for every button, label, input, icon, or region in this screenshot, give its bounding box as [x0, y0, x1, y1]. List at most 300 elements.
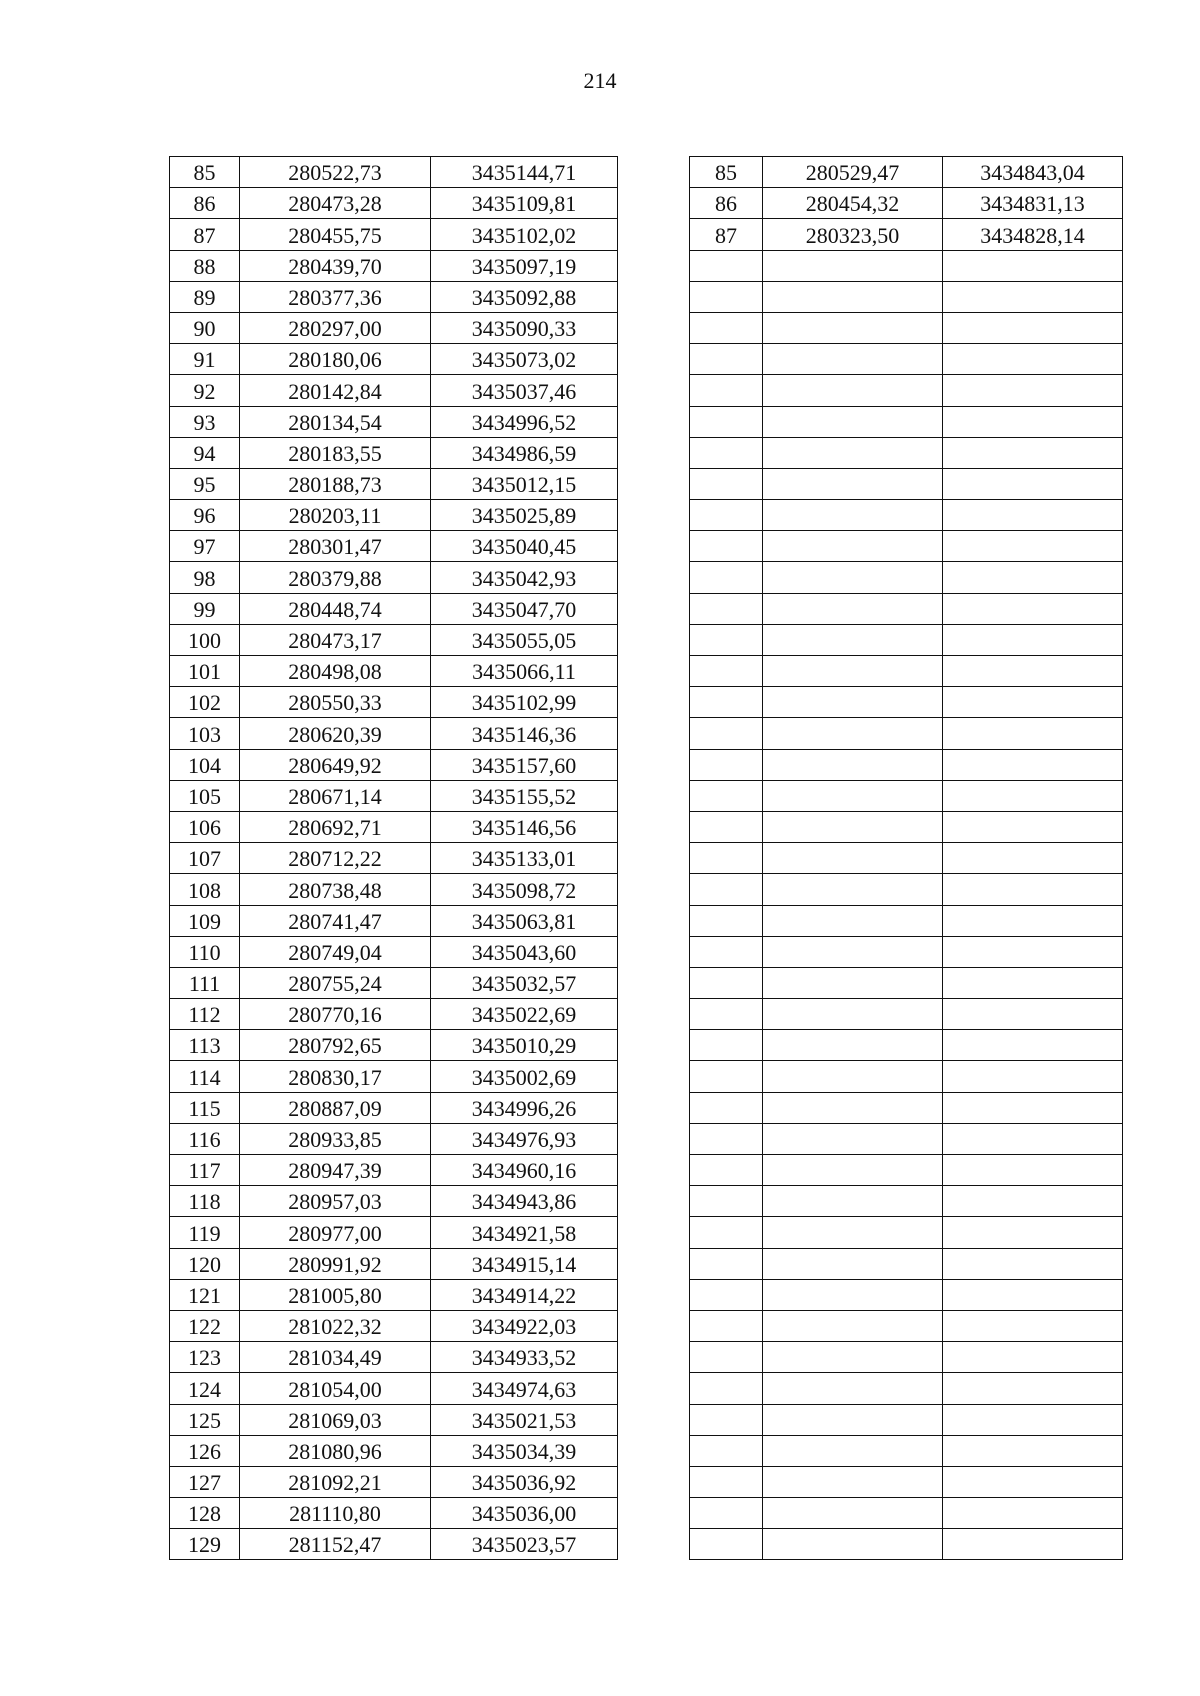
table-row	[690, 1092, 1123, 1123]
table-row	[690, 936, 1123, 967]
point-number-cell: 115	[170, 1092, 240, 1123]
y-coordinate-cell	[943, 780, 1123, 811]
table-row	[170, 1030, 618, 1061]
point-number-cell: 114	[170, 1061, 240, 1092]
y-coordinate-cell: 3435036,00	[431, 1498, 618, 1529]
table-row	[690, 1155, 1123, 1186]
x-coordinate-cell	[763, 1373, 943, 1404]
table-row	[690, 1373, 1123, 1404]
y-coordinate-cell	[943, 531, 1123, 562]
point-number-cell: 116	[170, 1123, 240, 1154]
x-coordinate-cell: 280448,74	[240, 593, 431, 624]
x-coordinate-cell	[763, 1435, 943, 1466]
table-row	[170, 437, 618, 468]
table-row	[170, 531, 618, 562]
point-number-cell: 100	[170, 624, 240, 655]
y-coordinate-cell	[943, 1248, 1123, 1279]
table-row	[690, 967, 1123, 998]
point-number-cell: 88	[170, 250, 240, 281]
x-coordinate-cell: 280454,32	[763, 188, 943, 219]
x-coordinate-cell	[763, 905, 943, 936]
y-coordinate-cell	[943, 936, 1123, 967]
table-row	[690, 1123, 1123, 1154]
y-coordinate-cell: 3435109,81	[431, 188, 618, 219]
y-coordinate-cell: 3435090,33	[431, 312, 618, 343]
table-row	[170, 843, 618, 874]
y-coordinate-cell: 3435102,02	[431, 219, 618, 250]
table-row	[170, 999, 618, 1030]
table-row	[690, 1279, 1123, 1310]
y-coordinate-cell: 3435102,99	[431, 687, 618, 718]
table-row	[690, 188, 1123, 219]
point-number-cell: 107	[170, 843, 240, 874]
point-number-cell	[690, 1373, 763, 1404]
y-coordinate-cell	[943, 1155, 1123, 1186]
point-number-cell	[690, 531, 763, 562]
table-row	[170, 468, 618, 499]
point-number-cell: 95	[170, 468, 240, 499]
x-coordinate-cell	[763, 531, 943, 562]
point-number-cell: 123	[170, 1342, 240, 1373]
x-coordinate-cell: 280183,55	[240, 437, 431, 468]
x-coordinate-cell	[763, 687, 943, 718]
point-number-cell: 106	[170, 811, 240, 842]
y-coordinate-cell	[943, 687, 1123, 718]
y-coordinate-cell	[943, 1030, 1123, 1061]
table-row	[690, 468, 1123, 499]
y-coordinate-cell	[943, 656, 1123, 687]
x-coordinate-cell: 280550,33	[240, 687, 431, 718]
x-coordinate-cell: 280323,50	[763, 219, 943, 250]
table-row	[690, 687, 1123, 718]
point-number-cell: 113	[170, 1030, 240, 1061]
table-row	[170, 874, 618, 905]
table-row	[690, 905, 1123, 936]
point-number-cell: 112	[170, 999, 240, 1030]
x-coordinate-cell	[763, 1186, 943, 1217]
x-coordinate-cell: 280991,92	[240, 1248, 431, 1279]
x-coordinate-cell: 280830,17	[240, 1061, 431, 1092]
y-coordinate-cell: 3434996,26	[431, 1092, 618, 1123]
x-coordinate-cell: 281152,47	[240, 1529, 431, 1560]
table-row	[170, 936, 618, 967]
point-number-cell	[690, 1248, 763, 1279]
x-coordinate-cell	[763, 1061, 943, 1092]
x-coordinate-cell: 280947,39	[240, 1155, 431, 1186]
table-row	[690, 811, 1123, 842]
x-coordinate-cell: 280142,84	[240, 375, 431, 406]
table-row	[170, 219, 618, 250]
y-coordinate-cell: 3435146,56	[431, 811, 618, 842]
x-coordinate-cell: 280887,09	[240, 1092, 431, 1123]
x-coordinate-cell: 280649,92	[240, 749, 431, 780]
y-coordinate-cell	[943, 718, 1123, 749]
table-row	[170, 1155, 618, 1186]
y-coordinate-cell	[943, 1466, 1123, 1497]
y-coordinate-cell	[943, 1310, 1123, 1341]
y-coordinate-cell	[943, 1529, 1123, 1560]
table-row	[690, 1342, 1123, 1373]
point-number-cell: 108	[170, 874, 240, 905]
coordinates-table-left	[169, 156, 618, 1560]
point-number-cell	[690, 687, 763, 718]
table-row	[170, 281, 618, 312]
point-number-cell	[690, 780, 763, 811]
y-coordinate-cell: 3434831,13	[943, 188, 1123, 219]
x-coordinate-cell: 280180,06	[240, 344, 431, 375]
point-number-cell: 121	[170, 1279, 240, 1310]
point-number-cell	[690, 656, 763, 687]
point-number-cell: 103	[170, 718, 240, 749]
table-row	[170, 1466, 618, 1497]
table-row	[690, 718, 1123, 749]
y-coordinate-cell	[943, 905, 1123, 936]
point-number-cell	[690, 1310, 763, 1341]
x-coordinate-cell	[763, 562, 943, 593]
y-coordinate-cell: 3434943,86	[431, 1186, 618, 1217]
page-number: 214	[583, 68, 617, 93]
x-coordinate-cell	[763, 437, 943, 468]
table-row	[170, 375, 618, 406]
y-coordinate-cell: 3435042,93	[431, 562, 618, 593]
y-coordinate-cell: 3435157,60	[431, 749, 618, 780]
point-number-cell	[690, 718, 763, 749]
point-number-cell: 104	[170, 749, 240, 780]
y-coordinate-cell: 3434922,03	[431, 1310, 618, 1341]
y-coordinate-cell	[943, 1092, 1123, 1123]
y-coordinate-cell: 3435055,05	[431, 624, 618, 655]
x-coordinate-cell: 280188,73	[240, 468, 431, 499]
table-row	[170, 780, 618, 811]
point-number-cell	[690, 593, 763, 624]
x-coordinate-cell	[763, 1498, 943, 1529]
table-row	[170, 905, 618, 936]
point-number-cell	[690, 874, 763, 905]
y-coordinate-cell: 3434921,58	[431, 1217, 618, 1248]
x-coordinate-cell: 280755,24	[240, 967, 431, 998]
point-number-cell: 102	[170, 687, 240, 718]
x-coordinate-cell	[763, 967, 943, 998]
y-coordinate-cell	[943, 843, 1123, 874]
table-row	[690, 281, 1123, 312]
x-coordinate-cell: 280770,16	[240, 999, 431, 1030]
table-row	[170, 593, 618, 624]
table-row	[170, 157, 618, 188]
point-number-cell	[690, 624, 763, 655]
table-row	[690, 1435, 1123, 1466]
x-coordinate-cell: 281034,49	[240, 1342, 431, 1373]
y-coordinate-cell: 3434960,16	[431, 1155, 618, 1186]
y-coordinate-cell	[943, 874, 1123, 905]
y-coordinate-cell: 3434915,14	[431, 1248, 618, 1279]
y-coordinate-cell	[943, 1373, 1123, 1404]
x-coordinate-cell: 280738,48	[240, 874, 431, 905]
table-row	[690, 1186, 1123, 1217]
point-number-cell	[690, 1092, 763, 1123]
point-number-cell	[690, 1342, 763, 1373]
point-number-cell: 92	[170, 375, 240, 406]
x-coordinate-cell	[763, 1030, 943, 1061]
table-row	[690, 1310, 1123, 1341]
x-coordinate-cell: 280671,14	[240, 780, 431, 811]
point-number-cell: 89	[170, 281, 240, 312]
y-coordinate-cell: 3435022,69	[431, 999, 618, 1030]
point-number-cell	[690, 1123, 763, 1154]
x-coordinate-cell	[763, 936, 943, 967]
point-number-cell: 91	[170, 344, 240, 375]
table-body	[690, 157, 1123, 1560]
x-coordinate-cell: 280203,11	[240, 500, 431, 531]
table-row	[690, 500, 1123, 531]
y-coordinate-cell: 3435040,45	[431, 531, 618, 562]
y-coordinate-cell: 3434828,14	[943, 219, 1123, 250]
x-coordinate-cell: 280692,71	[240, 811, 431, 842]
x-coordinate-cell: 280301,47	[240, 531, 431, 562]
table-row	[170, 1061, 618, 1092]
table-row	[690, 157, 1123, 188]
y-coordinate-cell: 3435092,88	[431, 281, 618, 312]
table-row	[690, 1529, 1123, 1560]
y-coordinate-cell	[943, 1123, 1123, 1154]
point-number-cell	[690, 936, 763, 967]
x-coordinate-cell: 280741,47	[240, 905, 431, 936]
y-coordinate-cell	[943, 1342, 1123, 1373]
table-row	[170, 1248, 618, 1279]
point-number-cell: 119	[170, 1217, 240, 1248]
table-row	[690, 1217, 1123, 1248]
x-coordinate-cell	[763, 656, 943, 687]
x-coordinate-cell: 280379,88	[240, 562, 431, 593]
x-coordinate-cell	[763, 1404, 943, 1435]
table-row	[690, 1030, 1123, 1061]
point-number-cell: 128	[170, 1498, 240, 1529]
y-coordinate-cell: 3435021,53	[431, 1404, 618, 1435]
point-number-cell	[690, 1404, 763, 1435]
y-coordinate-cell: 3434843,04	[943, 157, 1123, 188]
table-row	[170, 967, 618, 998]
table-row	[690, 1498, 1123, 1529]
table-row	[690, 999, 1123, 1030]
table-row	[170, 624, 618, 655]
x-coordinate-cell	[763, 1466, 943, 1497]
y-coordinate-cell: 3434914,22	[431, 1279, 618, 1310]
x-coordinate-cell: 280749,04	[240, 936, 431, 967]
table-row	[170, 1498, 618, 1529]
point-number-cell	[690, 1279, 763, 1310]
x-coordinate-cell	[763, 780, 943, 811]
x-coordinate-cell: 280473,28	[240, 188, 431, 219]
x-coordinate-cell	[763, 344, 943, 375]
table-row	[170, 1092, 618, 1123]
point-number-cell: 101	[170, 656, 240, 687]
y-coordinate-cell: 3435063,81	[431, 905, 618, 936]
point-number-cell	[690, 1466, 763, 1497]
x-coordinate-cell: 280377,36	[240, 281, 431, 312]
y-coordinate-cell	[943, 250, 1123, 281]
y-coordinate-cell	[943, 967, 1123, 998]
x-coordinate-cell: 281022,32	[240, 1310, 431, 1341]
table-row	[690, 406, 1123, 437]
y-coordinate-cell: 3435047,70	[431, 593, 618, 624]
y-coordinate-cell: 3435032,57	[431, 967, 618, 998]
x-coordinate-cell: 280439,70	[240, 250, 431, 281]
table-row	[690, 1466, 1123, 1497]
y-coordinate-cell: 3435043,60	[431, 936, 618, 967]
x-coordinate-cell	[763, 250, 943, 281]
table-row	[170, 1217, 618, 1248]
point-number-cell	[690, 1529, 763, 1560]
y-coordinate-cell: 3435097,19	[431, 250, 618, 281]
table-row	[170, 1373, 618, 1404]
table-row	[170, 1404, 618, 1435]
table-row	[170, 811, 618, 842]
table-row	[690, 593, 1123, 624]
table-row	[170, 1435, 618, 1466]
table-row	[690, 375, 1123, 406]
point-number-cell: 97	[170, 531, 240, 562]
table-row	[690, 749, 1123, 780]
y-coordinate-cell	[943, 593, 1123, 624]
point-number-cell: 111	[170, 967, 240, 998]
y-coordinate-cell: 3434976,93	[431, 1123, 618, 1154]
point-number-cell: 86	[170, 188, 240, 219]
y-coordinate-cell: 3435144,71	[431, 157, 618, 188]
point-number-cell: 99	[170, 593, 240, 624]
table-row	[170, 312, 618, 343]
point-number-cell: 117	[170, 1155, 240, 1186]
y-coordinate-cell	[943, 468, 1123, 499]
table-row	[690, 1404, 1123, 1435]
point-number-cell: 87	[170, 219, 240, 250]
table-row	[690, 219, 1123, 250]
table-row	[170, 1186, 618, 1217]
table-row	[170, 656, 618, 687]
y-coordinate-cell	[943, 375, 1123, 406]
y-coordinate-cell: 3434974,63	[431, 1373, 618, 1404]
y-coordinate-cell: 3435002,69	[431, 1061, 618, 1092]
y-coordinate-cell: 3435012,15	[431, 468, 618, 499]
x-coordinate-cell	[763, 375, 943, 406]
point-number-cell	[690, 843, 763, 874]
table-row	[690, 437, 1123, 468]
point-number-cell: 129	[170, 1529, 240, 1560]
y-coordinate-cell	[943, 999, 1123, 1030]
point-number-cell	[690, 749, 763, 780]
point-number-cell: 120	[170, 1248, 240, 1279]
y-coordinate-cell: 3435066,11	[431, 656, 618, 687]
x-coordinate-cell	[763, 1248, 943, 1279]
x-coordinate-cell	[763, 718, 943, 749]
y-coordinate-cell: 3435098,72	[431, 874, 618, 905]
point-number-cell	[690, 1217, 763, 1248]
x-coordinate-cell	[763, 1123, 943, 1154]
point-number-cell	[690, 1186, 763, 1217]
x-coordinate-cell	[763, 1310, 943, 1341]
point-number-cell	[690, 312, 763, 343]
x-coordinate-cell	[763, 1529, 943, 1560]
x-coordinate-cell	[763, 999, 943, 1030]
x-coordinate-cell	[763, 281, 943, 312]
point-number-cell: 96	[170, 500, 240, 531]
y-coordinate-cell	[943, 1435, 1123, 1466]
point-number-cell: 110	[170, 936, 240, 967]
y-coordinate-cell	[943, 500, 1123, 531]
point-number-cell	[690, 281, 763, 312]
y-coordinate-cell: 3435155,52	[431, 780, 618, 811]
point-number-cell: 87	[690, 219, 763, 250]
table-row	[170, 687, 618, 718]
x-coordinate-cell: 280933,85	[240, 1123, 431, 1154]
point-number-cell	[690, 1155, 763, 1186]
table-row	[690, 656, 1123, 687]
point-number-cell: 109	[170, 905, 240, 936]
y-coordinate-cell	[943, 1186, 1123, 1217]
table-row	[690, 1061, 1123, 1092]
x-coordinate-cell: 280297,00	[240, 312, 431, 343]
point-number-cell: 93	[170, 406, 240, 437]
table-row	[690, 780, 1123, 811]
table-row	[170, 1342, 618, 1373]
table-row	[690, 344, 1123, 375]
y-coordinate-cell	[943, 1498, 1123, 1529]
x-coordinate-cell: 280134,54	[240, 406, 431, 437]
y-coordinate-cell	[943, 1217, 1123, 1248]
y-coordinate-cell: 3435146,36	[431, 718, 618, 749]
y-coordinate-cell: 3435025,89	[431, 500, 618, 531]
x-coordinate-cell	[763, 843, 943, 874]
point-number-cell	[690, 1061, 763, 1092]
x-coordinate-cell: 280620,39	[240, 718, 431, 749]
x-coordinate-cell	[763, 500, 943, 531]
x-coordinate-cell	[763, 811, 943, 842]
point-number-cell: 118	[170, 1186, 240, 1217]
table-row	[690, 531, 1123, 562]
x-coordinate-cell: 281069,03	[240, 1404, 431, 1435]
y-coordinate-cell: 3434933,52	[431, 1342, 618, 1373]
x-coordinate-cell	[763, 1155, 943, 1186]
point-number-cell	[690, 250, 763, 281]
table-row	[170, 406, 618, 437]
table-row	[170, 250, 618, 281]
point-number-cell	[690, 375, 763, 406]
table-row	[170, 188, 618, 219]
x-coordinate-cell	[763, 468, 943, 499]
table-row	[170, 749, 618, 780]
table-row	[170, 1123, 618, 1154]
table-body	[170, 157, 618, 1560]
x-coordinate-cell: 280455,75	[240, 219, 431, 250]
point-number-cell: 94	[170, 437, 240, 468]
x-coordinate-cell: 280529,47	[763, 157, 943, 188]
x-coordinate-cell: 281092,21	[240, 1466, 431, 1497]
point-number-cell: 125	[170, 1404, 240, 1435]
y-coordinate-cell: 3435036,92	[431, 1466, 618, 1497]
point-number-cell	[690, 500, 763, 531]
point-number-cell	[690, 999, 763, 1030]
y-coordinate-cell: 3435023,57	[431, 1529, 618, 1560]
y-coordinate-cell: 3434986,59	[431, 437, 618, 468]
point-number-cell	[690, 1498, 763, 1529]
y-coordinate-cell	[943, 562, 1123, 593]
point-number-cell	[690, 562, 763, 593]
x-coordinate-cell	[763, 874, 943, 905]
y-coordinate-cell	[943, 344, 1123, 375]
point-number-cell: 98	[170, 562, 240, 593]
table-row	[170, 1279, 618, 1310]
x-coordinate-cell	[763, 624, 943, 655]
x-coordinate-cell: 280957,03	[240, 1186, 431, 1217]
x-coordinate-cell	[763, 1217, 943, 1248]
